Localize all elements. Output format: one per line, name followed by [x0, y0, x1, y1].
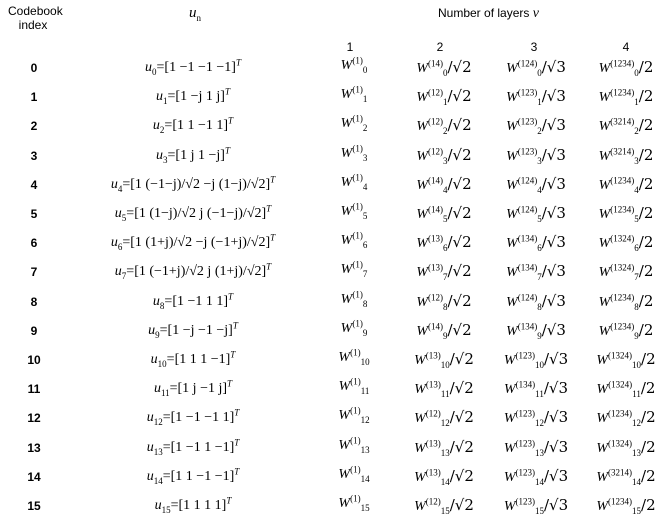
- layer2-precoder: $W^{(12)}_{15}/√2$: [414, 496, 474, 516]
- codebook-index: 2: [30, 119, 38, 134]
- layer1-precoder: $W^{(1)}_8$: [340, 288, 368, 309]
- u-vector: $u_{14}=[1$ 1 −1 −1]$^T$: [146, 466, 240, 486]
- layer2-precoder: $W^{(14)}_0/√2$: [416, 58, 472, 78]
- table-row: [0, 402, 671, 434]
- table-row: [0, 490, 671, 522]
- layer4-precoder: $W^{(3214)}_2/2$: [598, 116, 654, 137]
- u-vector: $u_2=[1$ 1 −1 1]$^T$: [152, 115, 234, 136]
- u-vector: $u_{11}=[1$ j −1 j]$^T$: [153, 378, 233, 398]
- layer2-precoder: $W^{(14)}_5/√2$: [416, 204, 472, 224]
- codebook-index-header: Codebook index: [8, 4, 63, 32]
- layer3-precoder: $W^{(123)}_1/√3$: [506, 87, 566, 107]
- layer4-precoder: $W^{(1324)}_{10}/2$: [596, 350, 656, 370]
- u-vector: $u_{13}=[1 -1$ 1 −1]$^T$: [146, 436, 240, 457]
- u-vector: $u_1=[1 -j$ 1 j]$^T$: [156, 86, 230, 106]
- layer1-precoder: $W^{(1)}_0$: [340, 55, 368, 75]
- table-row: [0, 169, 671, 201]
- layer1-precoder: $W^{(1)}_{10}$: [338, 347, 370, 367]
- layer2-precoder: $W^{(12)}_2/√2$: [416, 116, 472, 137]
- layer2-precoder: $W^{(13)}_{13}/√2$: [414, 437, 474, 458]
- layer1-precoder: $W^{(1)}_{14}$: [338, 464, 370, 484]
- layer3-precoder: $W^{(123)}_{14}/√3$: [503, 466, 569, 487]
- layer1-precoder: $W^{(1)}_6$: [340, 230, 368, 250]
- table-row: [0, 315, 671, 347]
- table-row: [0, 344, 671, 376]
- layer4-precoder: $W^{(1234)}_9/2$: [598, 320, 654, 341]
- layer2-precoder: $W^{(13)}_6/√2$: [416, 233, 472, 253]
- layer2-precoder: $W^{(13)}_7/√2$: [416, 262, 472, 283]
- u-vector: $u_{10}=[1$ 1 1 −1]$^T$: [150, 349, 236, 369]
- layer4-precoder: $W^{(1234)}_1/2$: [598, 87, 654, 107]
- codebook-index: 10: [27, 353, 41, 367]
- u-vector: $u_3=[1$ j 1 −j]$^T$: [156, 144, 230, 165]
- layer3-precoder: $W^{(124)}_0/√3$: [506, 58, 566, 78]
- layer3-precoder: $W^{(124)}_4/√3$: [506, 174, 566, 195]
- layer1-precoder: $W^{(1)}_{12}$: [338, 405, 370, 426]
- u-vector: $u_{15}=[1$ 1 1 1]$^T$: [154, 495, 232, 515]
- layer3-precoder: $W^{(123)}_{13}/√3$: [503, 437, 569, 458]
- layer4-precoder: $W^{(3214)}_{14}/2$: [596, 466, 656, 487]
- codebook-index: 7: [30, 265, 38, 280]
- layer-col-1: 1: [346, 40, 354, 54]
- layer1-precoder: $W^{(1)}_1$: [340, 84, 368, 104]
- u-vector: $u_7=[1$ (−1+j)/√2 j (1+j)/√2]$^T$: [114, 261, 272, 282]
- table-row: [0, 227, 671, 259]
- codebook-index: 3: [30, 148, 38, 163]
- number-of-layers-header: Number of layers ν: [438, 6, 539, 21]
- u-vector: $u_6=[1$ (1+j)/√2 −j (−1+j)/√2]$^T$: [110, 232, 276, 252]
- layer-col-4: 4: [622, 40, 630, 54]
- table-row: [0, 286, 671, 318]
- layer4-precoder: $W^{(1324)}_6/2$: [598, 233, 654, 253]
- layer4-precoder: $W^{(1324)}_{11}/2$: [596, 379, 656, 399]
- layer4-precoder: $W^{(1324)}_7/2$: [598, 262, 654, 283]
- layer4-precoder: $W^{(1234)}_{15}/2$: [596, 496, 656, 516]
- layer3-precoder: $W^{(124)}_8/√3$: [506, 291, 566, 312]
- layer4-precoder: $W^{(1234)}_5/2$: [598, 204, 654, 224]
- table-row: [0, 110, 671, 142]
- table-row: [0, 140, 671, 172]
- layer1-precoder: $W^{(1)}_2$: [340, 113, 368, 134]
- layer3-precoder: $W^{(123)}_{12}/√3$: [503, 408, 569, 429]
- layer2-precoder: $W^{(13)}_{10}/√2$: [414, 350, 474, 370]
- layer1-precoder: $W^{(1)}_{15}$: [338, 493, 370, 513]
- layer1-precoder: $W^{(1)}_4$: [340, 172, 368, 192]
- u-vector: $u_8=[1 -1$ 1 1]$^T$: [152, 290, 234, 311]
- table-row: [0, 81, 671, 113]
- layer1-precoder: $W^{(1)}_9$: [340, 318, 368, 338]
- layer3-precoder: $W^{(123)}_2/√3$: [506, 116, 566, 137]
- u-vector: $u_0=[1 -1 -1 -1]^T$: [145, 57, 241, 77]
- u-vector: $u_4=[1$ (−1−j)/√2 −j (1−j)/√2]$^T$: [110, 174, 276, 194]
- table-row: [0, 373, 671, 405]
- codebook-index: 15: [27, 499, 41, 513]
- u-vector: $u_{12}=[1 -1 -1$ 1]$^T$: [146, 407, 240, 428]
- layer3-precoder: $W^{(123)}_{15}/√3$: [503, 496, 569, 516]
- layer4-precoder: $W^{(1234)}_{12}/2$: [596, 408, 656, 429]
- layer1-precoder: $W^{(1)}_{13}$: [338, 434, 370, 455]
- table-row: [0, 52, 671, 84]
- layer3-precoder: $W^{(134)}_6/√3$: [506, 233, 566, 253]
- layer2-precoder: $W^{(12)}_3/√2$: [416, 145, 472, 166]
- layer1-precoder: $W^{(1)}_7$: [340, 259, 368, 280]
- u-vector: $u_9=[1 -j -1 -j]^T$: [148, 320, 238, 340]
- layer2-precoder: $W^{(13)}_{11}/√2$: [414, 379, 474, 399]
- codebook-index: 5: [30, 207, 38, 221]
- codebook-index: 0: [30, 61, 38, 75]
- layer4-precoder: $W^{(1234)}_4/2$: [598, 174, 654, 195]
- table-row: [0, 256, 671, 288]
- u-vector: $u_5=[1$ (1−j)/√2 j (−1−j)/√2]$^T$: [114, 203, 272, 223]
- codebook-index: 11: [27, 382, 41, 397]
- layer3-precoder: $W^{(123)}_{10}/√3$: [503, 350, 569, 370]
- layer3-precoder: $W^{(134)}_{11}/√3$: [504, 379, 568, 399]
- codebook-index: 6: [30, 236, 38, 251]
- layer3-precoder: $W^{(124)}_5/√3$: [506, 204, 566, 224]
- layer2-precoder: $W^{(14)}_4/√2$: [416, 174, 472, 195]
- layer-col-2: 2: [436, 40, 444, 54]
- layer-col-3: 3: [530, 40, 538, 54]
- codebook-index: 12: [27, 411, 41, 426]
- layer4-precoder: $W^{(3214)}_3/2$: [598, 145, 654, 166]
- table-row: [0, 461, 671, 493]
- codebook-index: 4: [30, 177, 38, 192]
- table-row: [0, 432, 671, 464]
- u-n-header: $u_n$: [189, 5, 201, 23]
- layer2-precoder: $W^{(14)}_9/√2$: [416, 320, 472, 341]
- layer1-precoder: $W^{(1)}_5$: [340, 201, 368, 221]
- codebook-index: 9: [30, 323, 38, 338]
- layer2-precoder: $W^{(12)}_{12}/√2$: [414, 408, 474, 429]
- codebook-index: 14: [27, 469, 41, 484]
- table-row: [0, 198, 671, 230]
- layer2-precoder: $W^{(13)}_{14}/√2$: [414, 466, 474, 487]
- layer1-precoder: $W^{(1)}_3$: [340, 142, 368, 163]
- layer2-precoder: $W^{(12)}_1/√2$: [416, 87, 472, 107]
- layer1-precoder: $W^{(1)}_{11}$: [338, 376, 370, 396]
- codebook-index: 1: [30, 90, 38, 105]
- codebook-index: 8: [30, 294, 38, 309]
- codebook-index: 13: [27, 440, 41, 455]
- layer3-precoder: $W^{(134)}_9/√3$: [506, 320, 566, 341]
- layer3-precoder: $W^{(134)}_7/√3$: [506, 262, 566, 283]
- layer4-precoder: $W^{(1324)}_{13}/2$: [596, 437, 656, 458]
- layer4-precoder: $W^{(1234)}_8/2$: [598, 291, 654, 312]
- layer3-precoder: $W^{(123)}_3/√3$: [506, 145, 566, 166]
- layer2-precoder: $W^{(12)}_8/√2$: [416, 291, 472, 312]
- layer4-precoder: $W^{(1234)}_0/2$: [598, 58, 654, 78]
